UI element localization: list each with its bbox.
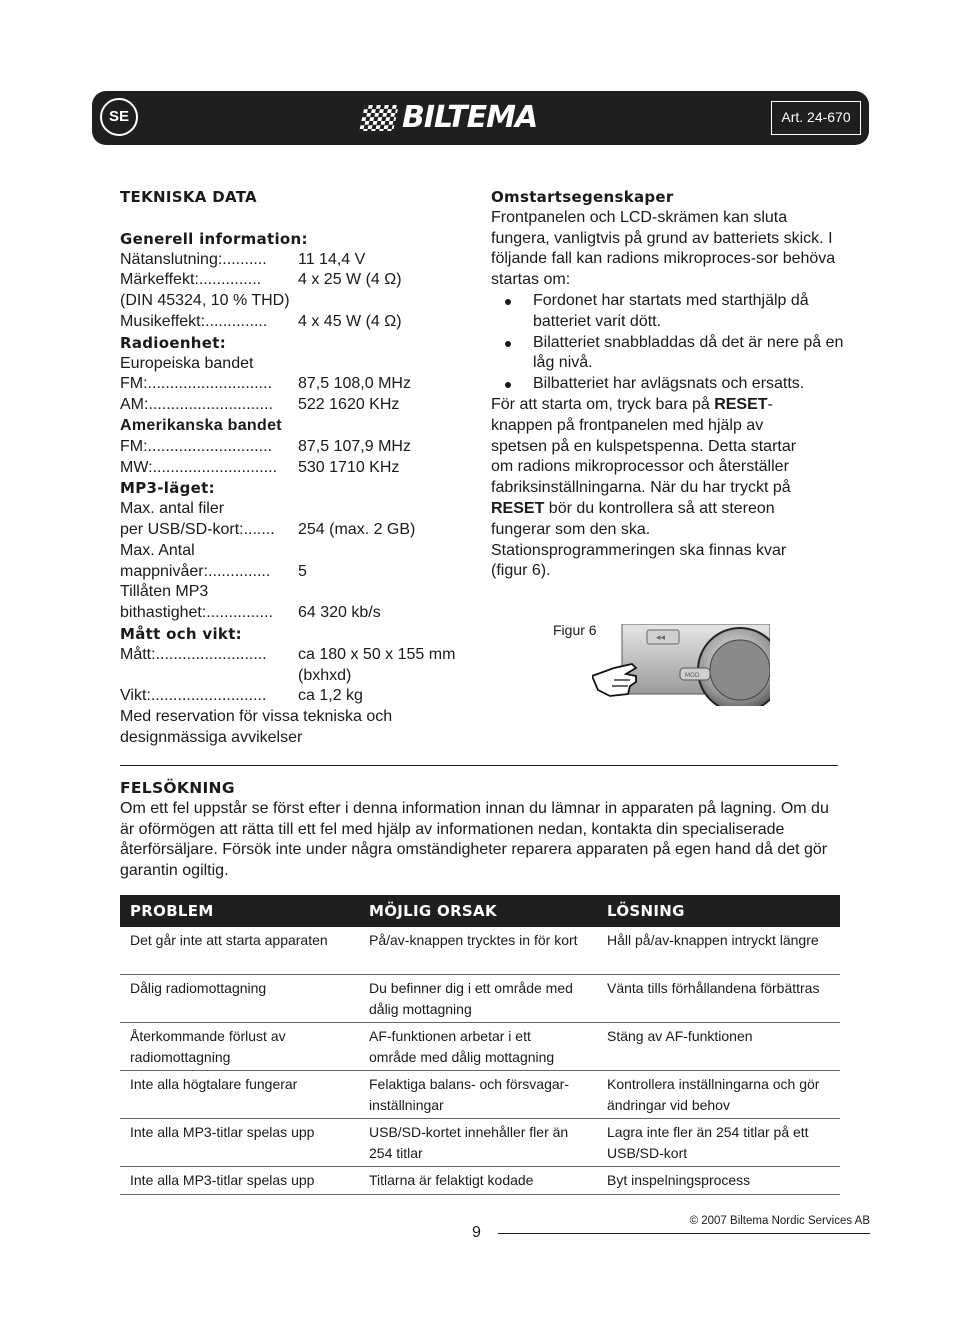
spec-label: Tillåten MP3	[120, 583, 209, 601]
language-badge: SE	[100, 98, 138, 136]
size-heading: Mått och vikt:	[120, 624, 242, 643]
spec-row: MW:............................ 530 1710 KHz	[120, 458, 400, 476]
table-row	[120, 1071, 840, 1119]
column-header: LÖSNING	[607, 901, 685, 920]
us-band-heading: Amerikanska bandet	[120, 416, 282, 434]
table-cell: Dålig radiomottagning	[130, 980, 267, 996]
copyright-notice: © 2007 Biltema Nordic Services AB	[689, 1215, 870, 1227]
troubleshooting-table	[120, 895, 840, 1195]
table-cell: Håll på/av-knappen intryckt längre	[607, 932, 819, 948]
table-cell: Titlarna är felaktigt kodade	[369, 1172, 534, 1188]
spec-row: Märkeffekt:.............. 4 x 25 W (4 Ω)	[120, 271, 402, 289]
table-cell: Stäng av AF-funktionen	[607, 1028, 753, 1044]
spec-row: AM:............................ 522 1620 KHz	[120, 396, 400, 414]
spec-row: bithastighet:............... 64 320 kb/s	[120, 604, 381, 622]
table-cell: Inte alla högtalare fungerar	[130, 1076, 298, 1092]
spec-row: FM:............................ 87,5 107,9 MHz	[120, 437, 411, 455]
table-cell: Kontrollera inställningarna och gör ändringar vid behov	[607, 1076, 820, 1113]
reset-button-illustration	[592, 624, 770, 706]
mp3-heading: MP3-läget:	[120, 479, 215, 498]
table-cell: Byt inspelningsprocess	[607, 1172, 751, 1188]
biltema-logo	[362, 100, 538, 135]
brand-name: BILTEMA	[402, 100, 538, 135]
spec-label: Max. Antal	[120, 541, 195, 559]
table-cell: Du befinner dig i ett område med dålig mottagning	[369, 980, 573, 1017]
figure-label: Figur 6	[553, 622, 597, 638]
spec-row: FM:............................ 87,5 108,0 MHz	[120, 375, 411, 393]
table-cell: Inte alla MP3-titlar spelas upp	[130, 1172, 315, 1188]
reservation-note: Med reservation för vissa tekniska och designmässiga avvikelser	[120, 708, 393, 746]
table-row	[120, 1023, 840, 1071]
spec-row: mappnivåer:.............. 5	[120, 562, 307, 580]
list-item: Bilatteriet snabbladdas då det är nere på en låg nivå.	[491, 333, 851, 375]
eu-band-heading: Europeiska bandet	[120, 354, 254, 372]
article-number: Art. 24-670	[771, 101, 861, 135]
troubleshooting-text: Om ett fel uppstår se först efter i denna information innan du lämnar in apparaten på lagning. Om du är oförmögen att rätta till ett fel med hjälp av informationen nedan, kontakta din specialiserade återförsäljare. Försök inte under några omständigheter reparera apparaten på egen hand då det gör garantin ogiltig.	[120, 799, 829, 880]
restart-conditions-list	[491, 291, 851, 395]
table-cell: Felaktiga balans- och försvagar-inställningar	[369, 1076, 569, 1113]
restart-intro: Frontpanelen och LCD-skrämen kan sluta fungera, vanligtvis på grund av batteriets skick. I följande fall kan radions mikroproces-sor behöva startas om:	[491, 208, 836, 289]
spec-row: Vikt:.......................... ca 1,2 kg	[120, 687, 363, 705]
spec-row: Nätanslutning:.......... 11 14,4 V	[120, 250, 366, 268]
checkered-flag-icon	[359, 105, 399, 131]
column-header: MÖJLIG ORSAK	[369, 901, 497, 920]
table-row	[120, 1167, 840, 1195]
table-row	[120, 927, 840, 975]
page-number: 9	[472, 1224, 481, 1241]
table-cell: USB/SD-kortet innehåller fler än 254 titlar	[369, 1124, 569, 1161]
spec-row: (DIN 45324, 10 % THD)	[120, 292, 290, 310]
section-divider	[120, 765, 838, 766]
table-row	[120, 975, 840, 1023]
header-bar	[92, 91, 869, 145]
radio-heading: Radioenhet:	[120, 333, 227, 352]
table-cell: Inte alla MP3-titlar spelas upp	[130, 1124, 315, 1140]
list-item: Fordonet har startats med starthjälp då batteriet varit dött.	[491, 291, 851, 333]
list-item: Bilbatteriet har avlägsnats och ersatts.	[491, 374, 851, 395]
general-heading: Generell information:	[120, 229, 308, 248]
restart-instructions: För att starta om, tryck bara på RESET-knappen på frontpanelen med hjälp av spetsen på en kulspetspenna. Detta startar om radions mikroprocessor och återställer fabriksinställningarna. När du har tryckt på RESET bör du kontrollera så att stereon fungerar som den ska. Stationsprogrammeringen ska finnas kvar (figur 6).	[491, 395, 797, 580]
svg-text:MOD: MOD	[685, 672, 700, 679]
technical-data-section	[120, 187, 480, 749]
table-cell: Det går inte att starta apparaten	[130, 932, 328, 948]
section-title: TEKNISKA DATA	[120, 188, 257, 206]
spec-row: per USB/SD-kort:....... 254 (max. 2 GB)	[120, 520, 416, 538]
spec-row: Mått:......................... ca 180 x 50 x 155 mm (bxhxd)	[120, 645, 456, 684]
svg-text:◂◂: ◂◂	[656, 633, 666, 643]
troubleshooting-heading: FELSÖKNING	[120, 779, 235, 797]
spec-label: Max. antal filer	[120, 500, 225, 518]
troubleshooting-section	[120, 778, 840, 882]
table-row	[120, 1119, 840, 1167]
table-cell: Vänta tills förhållandena förbättras	[607, 980, 820, 996]
table-cell: Lagra inte fler än 254 titlar på ett USB/SD-kort	[607, 1124, 809, 1161]
spec-row: Musikeffekt:.............. 4 x 45 W (4 Ω)	[120, 312, 402, 330]
table-header	[120, 895, 840, 927]
table-cell: AF-funktionen arbetar i ett område med dålig mottagning	[369, 1028, 555, 1065]
restart-heading: Omstartsegenskaper	[491, 188, 674, 206]
restart-section	[491, 187, 851, 582]
footer-rule	[498, 1233, 870, 1234]
table-cell: På/av-knappen trycktes in för kort	[369, 932, 578, 948]
table-cell: Återkommande förlust av radiomottagning	[130, 1028, 286, 1065]
column-header: PROBLEM	[130, 901, 214, 920]
